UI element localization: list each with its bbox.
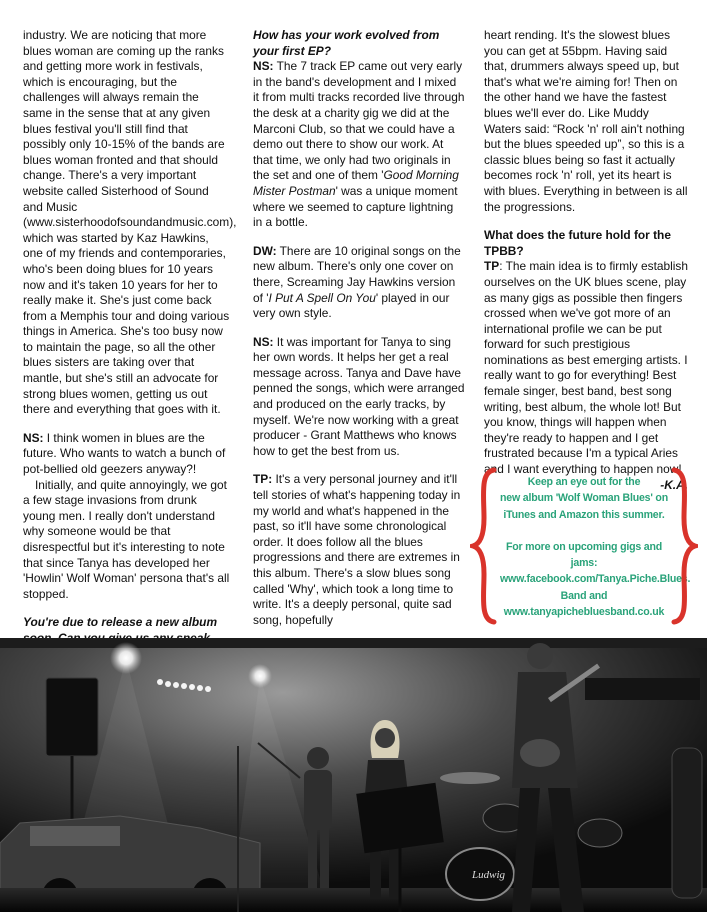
- paragraph-text: The 7 track EP came out very early in the band's development and I mixed it from multi tracks recorded live through the desk at a charity gig we did at the Marconi Club, so that we could have a demo out there to show our work. At that time, we only had two originals in the set and one of them ': [253, 59, 465, 183]
- promo-line: Keep an eye out for the: [527, 476, 641, 488]
- music-stand: [356, 783, 444, 854]
- song-title: Good Morning Mister Postman: [253, 168, 459, 198]
- drum-brand: Ludwig: [472, 869, 506, 881]
- website-link[interactable]: www.tanyapichebluesband.co.uk: [503, 606, 665, 619]
- promo-line: For more on upcoming gigs and jams:: [505, 540, 663, 570]
- promo-box: [470, 466, 698, 626]
- speaker-label: NS:: [253, 59, 274, 74]
- left-brace-icon: [470, 466, 500, 626]
- paragraph-intro: industry. We are noticing that more blues woman are coming up the ranks and getting more work in festivals, which is encouraging, but the challenges will always remain the same in the sense that at any given blues festival you'll still find that possibly only 10-15% of the bands are blues woman fronted and that should change. There's a very important website called Sisterhood of Sound and Music (www.sisterhoodofsoundandmusic.com), which was started by Kaz Hawkins, one of my friends and contemporaries, who's been doing blues for 10 years now and it's taken 10 years for her to really make it. She's just come back from a Memphis tour and doing various things in America. She's too busy now to maintain the page, so all the other blues sisters are taking over that mantle, but she's still an advocate for strong blues women, getting us out there and everything that goes with it.: [23, 28, 237, 417]
- author-signature: -K.A.: [660, 477, 688, 492]
- band-photo-illustration: [0, 638, 707, 912]
- column-3: [484, 28, 688, 506]
- promo-line: iTunes and Amazon this summer.: [503, 508, 665, 521]
- speaker-label: NS:: [23, 430, 44, 445]
- question-future: What does the future hold for the TPBB?: [484, 228, 671, 258]
- column-1: [23, 28, 237, 675]
- speaker-label: TP: [484, 259, 500, 274]
- speaker-label: DW:: [253, 243, 277, 258]
- paragraph-text: ' was a unique moment where we seemed to capture lightning in a bottle.: [253, 183, 458, 230]
- paragraph-slow-blues: heart rending. It's the slowest blues you can get at 55bpm. Having said that, drummers always speed up, but that's what we're aiming for! Then on the other hand we have the fastest blues we'll ever do. Like Muddy Waters said: “Rock 'n' roll ain't nothing but the blues speeded up”, so this is a classic blues being so fast it actually becomes rock 'n' roll, yet its heart is with blues. Everything in between is all the progressions.: [484, 28, 688, 214]
- paragraph-ns-ep: [253, 59, 465, 231]
- facebook-link[interactable]: www.facebook.com/Tanya.Piche.Blues.: [500, 573, 691, 586]
- speaker-label: TP:: [253, 472, 273, 487]
- right-brace-icon: [668, 466, 698, 626]
- paragraph-tp-future: [484, 259, 688, 477]
- paragraph-text: It's a very personal journey and it'll tell stories of what's happening today in my world and what's happened in the past, so it'll have some chronological order. It does follow all the blues progressions and there are extremes in this album. There's a slow blues song called 'Why', which took a long time to write. It's a deeply personal, quite sad song, hopefully: [253, 472, 461, 627]
- song-title: I Put A Spell On You: [268, 290, 376, 305]
- paragraph-dw-songs: [253, 244, 465, 322]
- paragraph-stage-invasions: Initially, and quite annoyingly, we got a few stage invasions from drunk young men. I really don't understand why someone would be that disrespectful but it's interesting to note that since Tanya has developed her 'Howlin' Wolf Woman' persona that's all stopped.: [23, 477, 230, 601]
- column-2: [253, 28, 465, 641]
- band-photo: [0, 638, 707, 912]
- promo-line: Band and: [560, 589, 608, 602]
- paragraph-text: ' played in our very own style.: [253, 290, 450, 321]
- paragraph-text: It was important for Tanya to sing her own words. It helps her get a real message across. Tanya and Dave have penned the songs, which were arranged and produced on the early tracks, by myself. We're now working with a great producer - Grant Matthews who knows how to get the best from us.: [253, 334, 465, 458]
- paragraph-text: : The main idea is to firmly establish ourselves on the UK blues scene, play as many gigs as possible then fingers crossed when we've got more of an international profile we can be put forward for such prestigious nominations as best emerging artists. I really want to go for everything! Best female singer, best band, best song writing, best album, the whole lot! But you know, things will happen when they're ready to happen and I get frustrated because I'm a typical Aries and I want everything to happen now!: [484, 259, 688, 477]
- speaker-cabinet: [46, 678, 98, 756]
- paragraph-text: I think women in blues are the future. Who wants to watch a bunch of pot-bellied old geezers anyway?!: [23, 430, 226, 477]
- paragraph-ns-future: [23, 431, 231, 478]
- paragraph-ns-words: [253, 335, 465, 460]
- paragraph-tp-journey: [253, 472, 465, 628]
- speaker-label: NS:: [253, 334, 274, 349]
- promo-line: new album 'Wolf Woman Blues' on: [500, 492, 668, 505]
- question-work-evolved: How has your work evolved from your first EP?: [253, 28, 440, 58]
- question-new-album: You're due to release a new album: [23, 615, 218, 630]
- paragraph-text: There are 10 original songs on the new album. There's only one cover on there, Screaming Jay Hawkins version of ': [253, 243, 461, 305]
